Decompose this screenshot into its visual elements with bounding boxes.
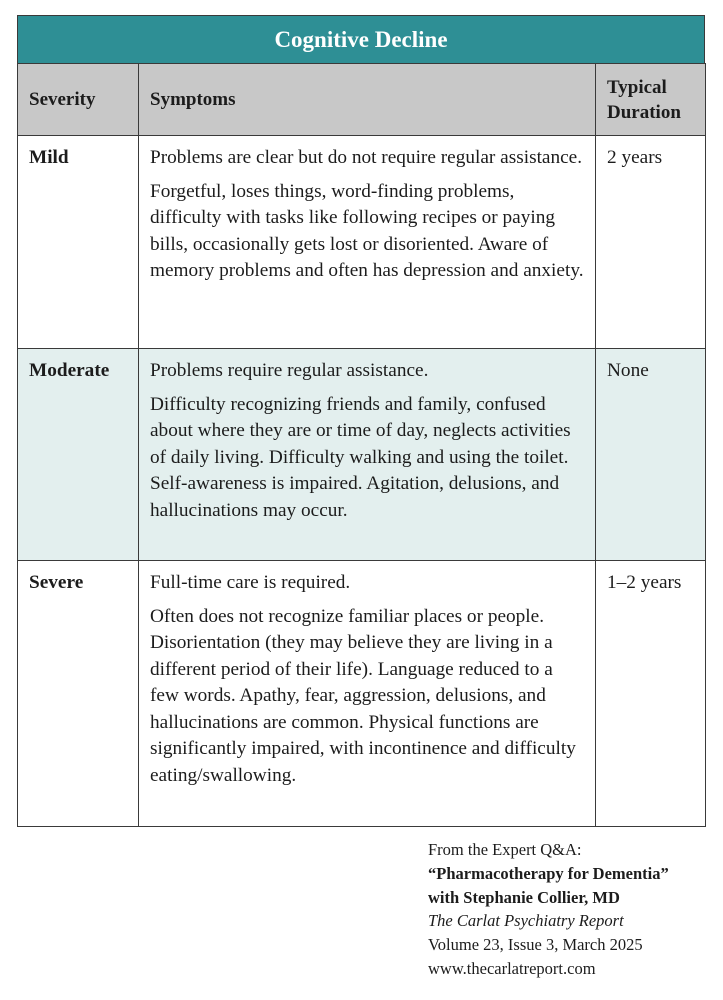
duration-cell: None xyxy=(596,349,706,561)
citation-issue: Volume 23, Issue 3, March 2025 xyxy=(428,935,643,955)
symptoms-details: Often does not recognize familiar places or people. Disorientation (they may believe they are living in a different period of their life). Language reduced to a few words. Apathy, fear, aggression, delusions, and hallucinations are common. Physical functions are significantly impaired, with incontinence and difficulty eating/swallowing. xyxy=(150,605,576,786)
symptoms-header: Symptoms xyxy=(139,64,596,136)
citation-article-title: “Pharmacotherapy for Dementia” xyxy=(428,863,669,883)
source-citation xyxy=(428,838,718,981)
severity-cell: Severe xyxy=(18,561,139,827)
symptoms-cell xyxy=(139,561,596,827)
citation-author: with Stephanie Collier, MD xyxy=(428,887,620,907)
severity-table xyxy=(17,63,706,827)
symptoms-summary: Problems require regular assistance. xyxy=(150,360,429,381)
severity-cell: Moderate xyxy=(18,349,139,561)
citation-publication: The Carlat Psychiatry Report xyxy=(428,911,624,931)
table-row-moderate xyxy=(18,349,706,561)
header-row xyxy=(18,64,706,136)
symptoms-summary: Full-time care is required. xyxy=(150,572,351,593)
severity-header: Severity xyxy=(18,64,139,136)
symptoms-cell xyxy=(139,136,596,349)
duration-header-line1: Typical xyxy=(607,76,667,98)
cognitive-decline-table xyxy=(17,15,705,827)
duration-cell: 2 years xyxy=(596,136,706,349)
citation-website: www.thecarlatreport.com xyxy=(428,958,596,978)
symptoms-summary: Problems are clear but do not require regular assistance. xyxy=(150,147,583,168)
duration-cell: 1–2 years xyxy=(596,561,706,827)
table-row-severe xyxy=(18,561,706,827)
symptoms-cell xyxy=(139,349,596,561)
duration-header-line2: Duration xyxy=(607,101,681,123)
duration-header xyxy=(596,64,706,136)
citation-intro: From the Expert Q&A: xyxy=(428,840,582,859)
table-title: Cognitive Decline xyxy=(17,15,705,63)
severity-cell: Mild xyxy=(18,136,139,349)
table-row-mild xyxy=(18,136,706,349)
symptoms-details: Forgetful, loses things, word-finding problems, difficulty with tasks like following recipes or paying bills, occasionally gets lost or disoriented. Aware of memory problems and often has depression and anxiety. xyxy=(150,180,584,281)
symptoms-details: Difficulty recognizing friends and family, confused about where they are or time of day, neglects activities of daily living. Difficulty walking and using the toilet. Self-awareness is impaired. Agitation, delusions, and hallucinations may occur. xyxy=(150,393,571,521)
